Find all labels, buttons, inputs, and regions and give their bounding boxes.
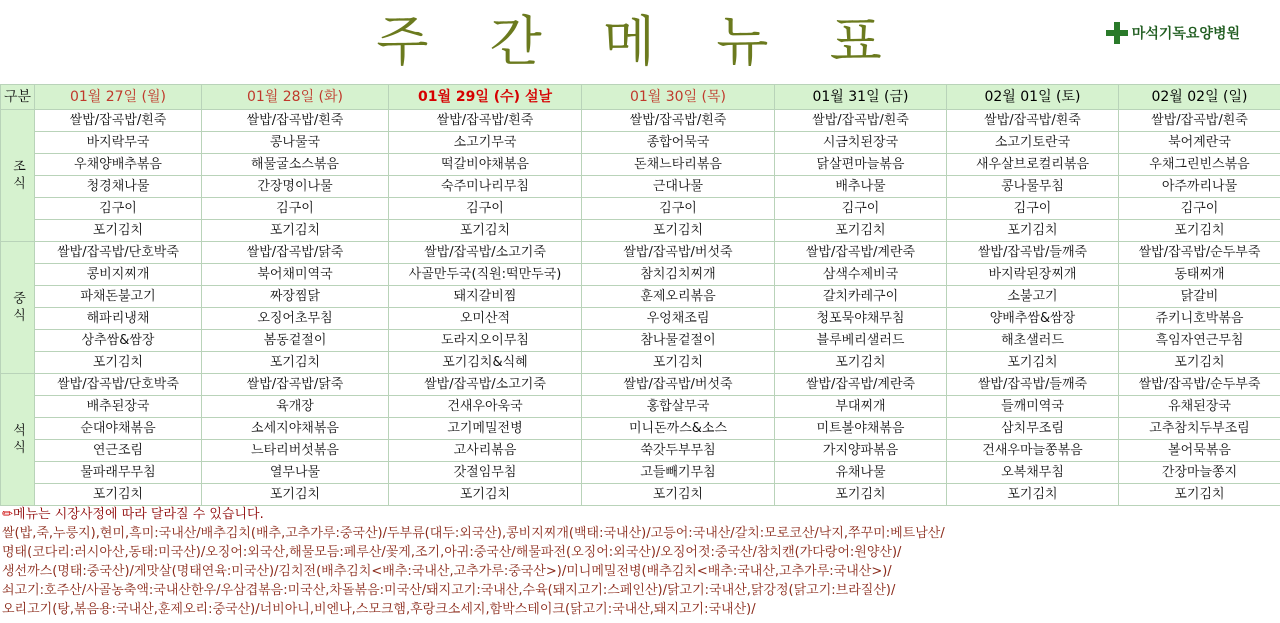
menu-cell: 짜장찜닭 <box>202 286 389 308</box>
menu-cell: 열무나물 <box>202 462 389 484</box>
menu-cell: 청포묵야채무침 <box>775 308 947 330</box>
menu-cell: 쌀밥/잡곡밥/순두부죽 <box>1119 242 1280 264</box>
menu-cell: 종합어묵국 <box>582 132 775 154</box>
menu-cell: 훈제오리볶음 <box>582 286 775 308</box>
day-header: 01월 28일 (화) <box>202 85 389 110</box>
menu-cell: 유채된장국 <box>1119 396 1280 418</box>
menu-cell: 포기김치 <box>389 220 582 242</box>
menu-row <box>1 242 1280 264</box>
menu-cell: 미니돈까스&소스 <box>582 418 775 440</box>
menu-cell: 흑임자연근무침 <box>1119 330 1280 352</box>
menu-cell: 콩비지찌개 <box>35 264 202 286</box>
day-header: 02월 01일 (토) <box>947 85 1119 110</box>
menu-cell: 바지락무국 <box>35 132 202 154</box>
menu-cell: 해초샐러드 <box>947 330 1119 352</box>
menu-cell: 시금치된장국 <box>775 132 947 154</box>
menu-cell: 쌀밥/잡곡밥/흰죽 <box>775 110 947 132</box>
menu-table <box>0 84 1280 506</box>
menu-cell: 쑥갓두부무침 <box>582 440 775 462</box>
menu-cell: 닭살편마늘볶음 <box>775 154 947 176</box>
menu-cell: 바지락된장찌개 <box>947 264 1119 286</box>
menu-cell: 북어채미역국 <box>202 264 389 286</box>
menu-cell: 김구이 <box>582 198 775 220</box>
menu-cell: 쌀밥/잡곡밥/소고기죽 <box>389 374 582 396</box>
menu-cell: 간장마늘쫑지 <box>1119 462 1280 484</box>
menu-cell: 돼지갈비찜 <box>389 286 582 308</box>
notes-line: 생선까스(명태:중국산)/게맛살(명태연육:미국산)/김치전(배추김치<배추:국내산,고추가루:중국산>)/미니메밀전병(배추김치<배추:국내산,고추가루:국내산>)/ <box>2 564 892 579</box>
menu-cell: 도라지오이무침 <box>389 330 582 352</box>
menu-cell: 참치김치찌개 <box>582 264 775 286</box>
menu-cell: 쌀밥/잡곡밥/단호박죽 <box>35 242 202 264</box>
menu-cell: 쌀밥/잡곡밥/단호박죽 <box>35 374 202 396</box>
menu-cell: 쌀밥/잡곡밥/흰죽 <box>582 110 775 132</box>
menu-cell: 오징어초무침 <box>202 308 389 330</box>
menu-cell: 소고기토란국 <box>947 132 1119 154</box>
menu-cell: 콩나물국 <box>202 132 389 154</box>
day-header: 02월 02일 (일) <box>1119 85 1280 110</box>
day-header: 01월 27일 (월) <box>35 85 202 110</box>
menu-row <box>1 330 1280 352</box>
menu-cell: 근대나물 <box>582 176 775 198</box>
menu-cell: 쌀밥/잡곡밥/버섯죽 <box>582 242 775 264</box>
page-title: 주 간 메 뉴 표 <box>376 10 904 73</box>
notes-lead <box>2 505 1278 524</box>
menu-row <box>1 132 1280 154</box>
menu-cell: 홍합살무국 <box>582 396 775 418</box>
menu-cell: 동태찌개 <box>1119 264 1280 286</box>
menu-cell: 새우살브로컬리볶음 <box>947 154 1119 176</box>
menu-row <box>1 308 1280 330</box>
notes-line: 오리고기(탕,볶음용:국내산,훈제오리:중국산)/너비아니,비엔나,스모크햄,후랑크소세지,함박스테이크(닭고기:국내산,돼지고기:국내산)/ <box>2 602 756 617</box>
menu-cell: 떡갈비야채볶음 <box>389 154 582 176</box>
menu-cell: 고추참치두부조림 <box>1119 418 1280 440</box>
menu-cell: 김구이 <box>389 198 582 220</box>
menu-cell: 포기김치 <box>947 484 1119 506</box>
menu-cell: 소불고기 <box>947 286 1119 308</box>
menu-row <box>1 176 1280 198</box>
menu-cell: 물파래무무침 <box>35 462 202 484</box>
day-header: 01월 31일 (금) <box>775 85 947 110</box>
menu-cell: 쌀밥/잡곡밥/흰죽 <box>1119 110 1280 132</box>
menu-row <box>1 462 1280 484</box>
menu-cell: 갓절임무침 <box>389 462 582 484</box>
notes-line: 쇠고기:호주산/사골농축액:국내산한우/우삼겹볶음:미국산,차돌볶음:미국산/돼지고기:국내산,수육(돼지고기:스페인산)/닭고기:국내산,닭강정(닭고기:브라질산)/ <box>2 583 896 598</box>
menu-row <box>1 154 1280 176</box>
menu-row <box>1 418 1280 440</box>
menu-cell: 건새우마늘쫑볶음 <box>947 440 1119 462</box>
menu-cell: 돈채느타리볶음 <box>582 154 775 176</box>
menu-cell: 김구이 <box>1119 198 1280 220</box>
menu-cell: 쌀밥/잡곡밥/버섯죽 <box>582 374 775 396</box>
menu-cell: 육개장 <box>202 396 389 418</box>
menu-cell: 사골만두국(직원:떡만두국) <box>389 264 582 286</box>
menu-cell: 김구이 <box>947 198 1119 220</box>
menu-cell: 간장명이나물 <box>202 176 389 198</box>
day-header: 01월 30일 (목) <box>582 85 775 110</box>
menu-cell: 포기김치 <box>775 352 947 374</box>
menu-cell: 느타리버섯볶음 <box>202 440 389 462</box>
menu-cell: 숙주미나리무침 <box>389 176 582 198</box>
hospital-name: 마석기독요양병원 <box>1131 26 1240 42</box>
menu-cell: 닭갈비 <box>1119 286 1280 308</box>
menu-cell: 쌀밥/잡곡밥/흰죽 <box>947 110 1119 132</box>
meal-label: 중식 <box>1 242 35 374</box>
menu-cell: 쌀밥/잡곡밥/흰죽 <box>389 110 582 132</box>
menu-cell: 해물굴소스볶음 <box>202 154 389 176</box>
hospital-logo <box>1106 22 1240 44</box>
menu-cell: 포기김치 <box>947 352 1119 374</box>
menu-cell: 포기김치 <box>775 220 947 242</box>
menu-row <box>1 374 1280 396</box>
menu-cell: 오미산적 <box>389 308 582 330</box>
menu-cell: 포기김치 <box>947 220 1119 242</box>
menu-cell: 고들빼기무침 <box>582 462 775 484</box>
menu-cell: 우채그린빈스볶음 <box>1119 154 1280 176</box>
menu-cell: 북어계란국 <box>1119 132 1280 154</box>
menu-cell: 우엉채조림 <box>582 308 775 330</box>
menu-cell: 갈치카레구이 <box>775 286 947 308</box>
menu-cell: 쥬키니호박볶음 <box>1119 308 1280 330</box>
menu-cell: 포기김치 <box>389 484 582 506</box>
menu-cell: 청경채나물 <box>35 176 202 198</box>
menu-cell: 가지양파볶음 <box>775 440 947 462</box>
menu-row <box>1 352 1280 374</box>
menu-body <box>1 110 1280 506</box>
menu-cell: 포기김치 <box>1119 484 1280 506</box>
menu-cell: 김구이 <box>35 198 202 220</box>
menu-row <box>1 286 1280 308</box>
meal-label: 석식 <box>1 374 35 506</box>
menu-cell: 유채나물 <box>775 462 947 484</box>
menu-cell: 김구이 <box>775 198 947 220</box>
notes-line: 명태(코다리:러시아산,동태:미국산)/오징어:외국산,해물모듬:페루산/꽃게,조기,아귀:중국산/해물파전(오징어:외국산)/오징어젓:중국산/참치캔(가다랑어:원양산)/ <box>2 545 902 560</box>
menu-cell: 우채양배추볶음 <box>35 154 202 176</box>
menu-cell: 고사리볶음 <box>389 440 582 462</box>
menu-cell: 포기김치 <box>202 352 389 374</box>
menu-cell: 오복채무침 <box>947 462 1119 484</box>
menu-cell: 상추쌈&쌈장 <box>35 330 202 352</box>
menu-cell: 포기김치 <box>35 484 202 506</box>
origin-notes <box>2 505 1278 619</box>
menu-cell: 블루베리샐러드 <box>775 330 947 352</box>
menu-row <box>1 264 1280 286</box>
menu-cell: 쌀밥/잡곡밥/닭죽 <box>202 374 389 396</box>
menu-cell: 쌀밥/잡곡밥/계란죽 <box>775 374 947 396</box>
menu-cell: 배추나물 <box>775 176 947 198</box>
menu-cell: 포기김치 <box>1119 220 1280 242</box>
menu-cell: 포기김치 <box>202 220 389 242</box>
menu-cell: 쌀밥/잡곡밥/닭죽 <box>202 242 389 264</box>
header-row <box>1 85 1280 110</box>
menu-cell: 아주까리나물 <box>1119 176 1280 198</box>
menu-cell: 쌀밥/잡곡밥/흰죽 <box>202 110 389 132</box>
menu-cell: 봄동겉절이 <box>202 330 389 352</box>
meal-label: 조식 <box>1 110 35 242</box>
menu-cell: 쌀밥/잡곡밥/들깨죽 <box>947 242 1119 264</box>
menu-row <box>1 396 1280 418</box>
menu-cell: 고기메밀전병 <box>389 418 582 440</box>
menu-cell: 쌀밥/잡곡밥/들깨죽 <box>947 374 1119 396</box>
menu-cell: 참나물겉절이 <box>582 330 775 352</box>
menu-cell: 삼색수제비국 <box>775 264 947 286</box>
day-header: 01월 29일 (수) 설날 <box>389 85 582 110</box>
menu-cell: 포기김치 <box>775 484 947 506</box>
menu-cell: 볼어묵볶음 <box>1119 440 1280 462</box>
menu-cell: 포기김치 <box>582 352 775 374</box>
menu-cell: 포기김치 <box>582 484 775 506</box>
menu-cell: 포기김치 <box>1119 352 1280 374</box>
menu-cell: 파채돈불고기 <box>35 286 202 308</box>
menu-cell: 들깨미역국 <box>947 396 1119 418</box>
menu-cell: 쌀밥/잡곡밥/흰죽 <box>35 110 202 132</box>
menu-row <box>1 484 1280 506</box>
menu-row <box>1 110 1280 132</box>
pencil-icon: ✏ <box>2 507 13 522</box>
menu-row <box>1 440 1280 462</box>
menu-cell: 해파리냉채 <box>35 308 202 330</box>
menu-cell: 포기김치 <box>35 220 202 242</box>
menu-cell: 순대야채볶음 <box>35 418 202 440</box>
menu-cell: 쌀밥/잡곡밥/순두부죽 <box>1119 374 1280 396</box>
menu-cell: 건새우아욱국 <box>389 396 582 418</box>
menu-cell: 미트볼야채볶음 <box>775 418 947 440</box>
menu-cell: 포기김치 <box>35 352 202 374</box>
menu-cell: 포기김치&식혜 <box>389 352 582 374</box>
menu-cell: 배추된장국 <box>35 396 202 418</box>
corner-label: 구분 <box>1 85 35 110</box>
menu-cell: 포기김치 <box>202 484 389 506</box>
menu-cell: 양배추쌈&쌈장 <box>947 308 1119 330</box>
notes-lead-text: 메뉴는 시장사정에 따라 달라질 수 있습니다. <box>12 507 264 522</box>
menu-cell: 부대찌개 <box>775 396 947 418</box>
menu-cell: 콩나물무침 <box>947 176 1119 198</box>
menu-cell: 포기김치 <box>582 220 775 242</box>
menu-cell: 쌀밥/잡곡밥/계란죽 <box>775 242 947 264</box>
menu-cell: 소세지야채볶음 <box>202 418 389 440</box>
cross-icon <box>1106 22 1128 44</box>
menu-cell: 소고기무국 <box>389 132 582 154</box>
menu-row <box>1 220 1280 242</box>
menu-cell: 쌀밥/잡곡밥/소고기죽 <box>389 242 582 264</box>
menu-row <box>1 198 1280 220</box>
menu-cell: 연근조림 <box>35 440 202 462</box>
notes-line: 쌀(밥,죽,누룽지),현미,흑미:국내산/배추김치(배추,고추가루:중국산)/두부류(대두:외국산),콩비지찌개(백태:국내산)/고등어:국내산/갈치:모로코산/낙지,쭈꾸미:베트남산/ <box>2 526 945 541</box>
menu-cell: 삼치무조림 <box>947 418 1119 440</box>
menu-cell: 김구이 <box>202 198 389 220</box>
